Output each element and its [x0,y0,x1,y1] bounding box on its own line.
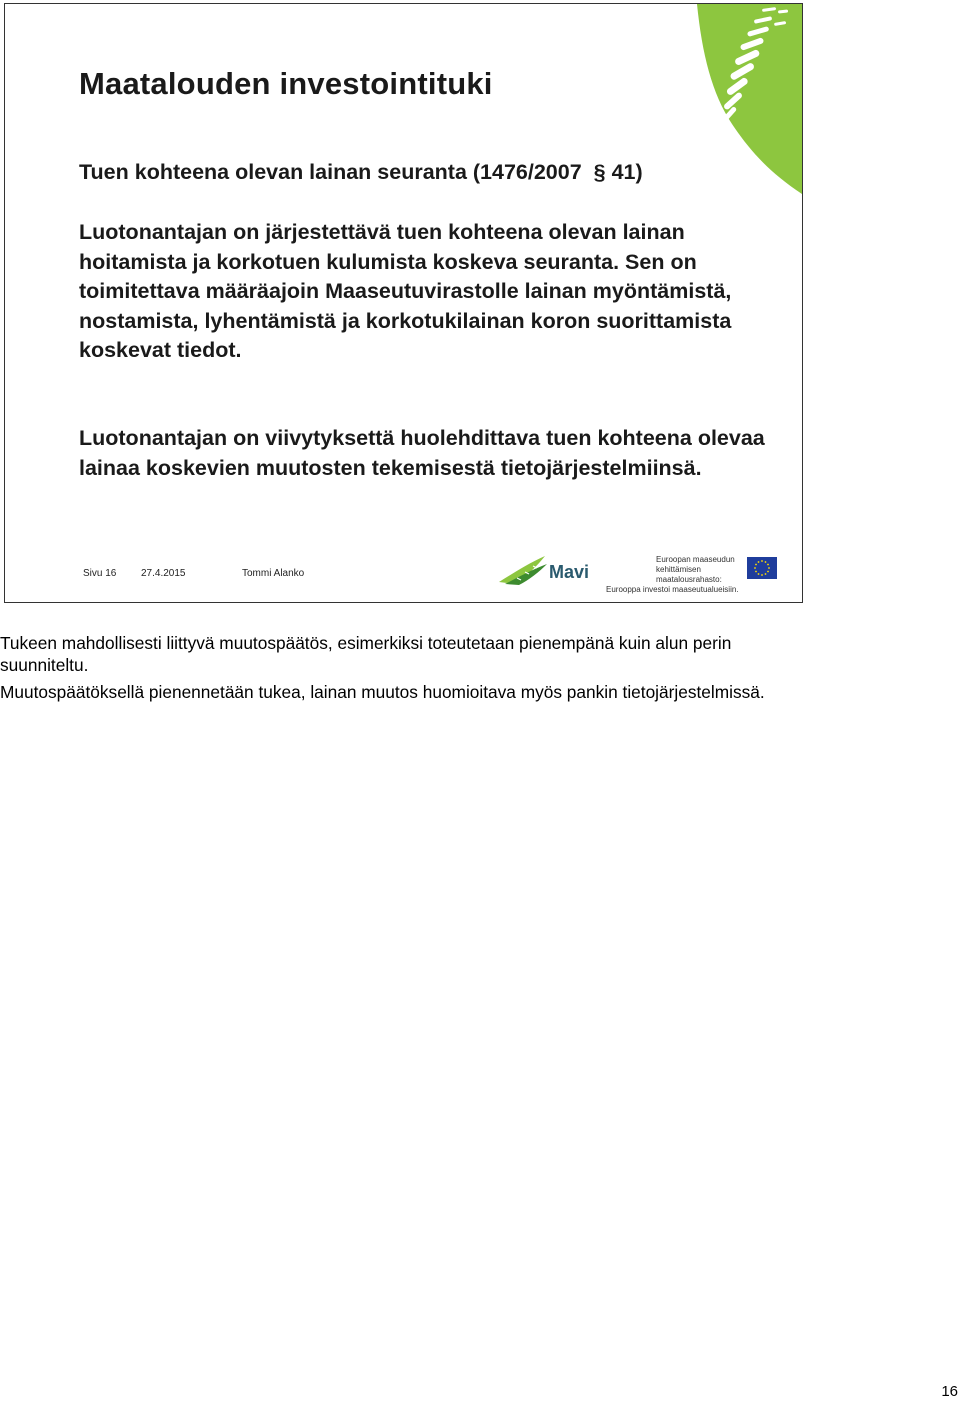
eu-text-line-3: Eurooppa investoi maaseutualueisiin. [606,585,739,594]
slide-paragraph-2: Luotonantajan on viivytyksettä huolehdittava tuen kohteena olevaa lainaa koskevien muutosten tekemisestä tietojärjestelmiinsä. [79,426,765,480]
notes-paragraph-1: Tukeen mahdollisesti liittyvä muutospäätös, esimerkiksi toteutetaan pienempänä kuin alun perin suunniteltu. [0,633,732,675]
slide [4,3,803,603]
eu-text-line-2: kehittämisen maatalousrahasto: [656,565,722,584]
slide-title: Maatalouden investointituki [79,66,493,101]
slide-paragraph-1: Luotonantajan on järjestettävä tuen kohteena olevan lainan hoitamista ja korkotuen kulumista koskeva seuranta. Sen on toimitettava määräajoin Maaseutuvirastolle lainan myöntämistä, nostamista, lyhentämistä ja korkotukilainan koron suorittamista koskevat tiedot. [79,220,732,363]
page-number: 16 [941,1383,958,1400]
notes-paragraph-2: Muutospäätöksellä pienennetään tukea, lainan muutos huomioitava myös pankin tietojärjestelmissä. [0,682,765,702]
eu-text-line-1: Euroopan maaseudun [656,555,735,564]
mavi-logo-text: Mavi [549,562,590,582]
footer-page: Sivu 16 [83,568,117,579]
subtitle-section: § 41) [593,160,643,184]
speaker-notes [0,632,810,708]
footer-author: Tommi Alanko [242,568,305,579]
eu-funding-text [606,555,756,595]
slide-subtitle [79,160,643,185]
footer-date: 27.4.2015 [141,568,186,579]
eu-flag-icon [747,557,777,579]
subtitle-text: Tuen kohteena olevan lainan seuranta (1476/2007 [79,160,582,184]
